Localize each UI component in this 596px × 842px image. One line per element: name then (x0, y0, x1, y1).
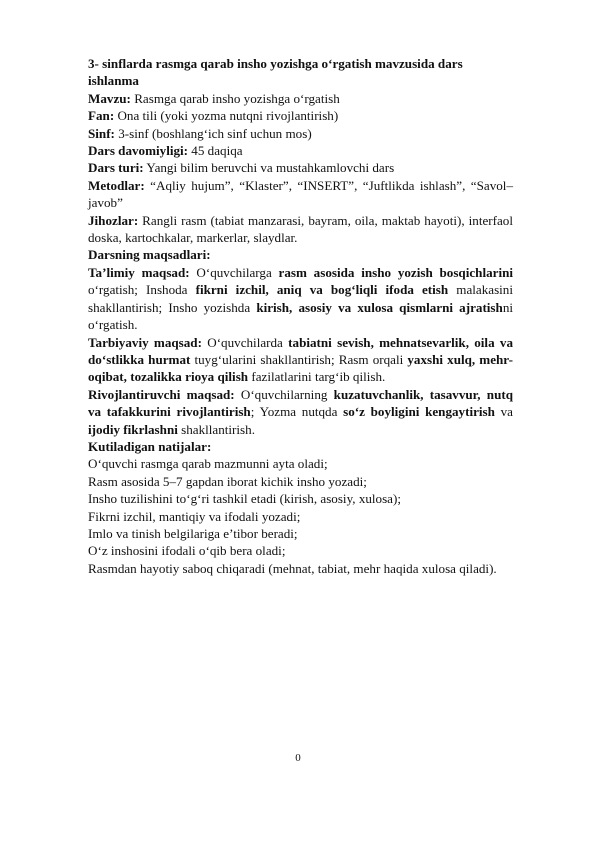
meta-duration (88, 142, 513, 159)
meta-topic (88, 90, 513, 107)
result-item: Fikrni izchil, mantiqiy va ifodali yozadi; (88, 508, 301, 524)
meta-lesson-type (88, 159, 513, 176)
goal-developmental: Rivojlantiruvchi maqsad: O‘quvchilarning kuzatuvchanlik, tasavvur, nutq va tafakkurini rivojlantirish; Yozma nutqda so‘z boyligini kengaytirish va ijodiy fikrlashni shakllantirish. (88, 386, 513, 437)
results-heading: Kutiladigan natijalar: (88, 438, 212, 454)
result-item: O‘quvchi rasmga qarab mazmunni ayta oladi; (88, 456, 328, 472)
result-item: Imlo va tinish belgilariga e’tibor beradi; (88, 525, 298, 541)
goal-upbringing: Tarbiyaviy maqsad: O‘quvchilarda tabiatni sevish, mehnatsevarlik, oila va do‘stlikka hurmat tuyg‘ularini shakllantirish; Rasm orqali yaxshi xulq, mehr-oqibat, tozalikka rioya qilish fazilatlarini targ‘ib qilish. (88, 334, 513, 385)
meta-label: Sinf: (88, 125, 115, 141)
meta-subject (88, 107, 513, 124)
meta-value: Ona tili (yoki yozma nutqni rivojlantirish) (114, 108, 339, 124)
result-item: Rasm asosida 5–7 gapdan iborat kichik insho yozadi; (88, 473, 367, 489)
meta-equipment (88, 212, 513, 247)
meta-value: Rasmga qarab insho yozishga o‘rgatish (130, 90, 340, 106)
meta-value: Rangli rasm (tabiat manzarasi, bayram, oila, maktab hayoti), interfaol doska, kartochkalar, markerlar, slaydlar. (88, 212, 513, 246)
meta-methods (88, 177, 513, 212)
result-item: Insho tuzilishini to‘g‘ri tashkil etadi (kirish, asosiy, xulosa); (88, 491, 401, 507)
meta-label: Dars davomiyligi: (88, 143, 189, 159)
result-item: Rasmdan hayotiy saboq chiqaradi (mehnat, tabiat, mehr haqida xulosa qiladi). (88, 560, 497, 576)
meta-label: Mavzu: (88, 90, 131, 106)
goals-heading: Darsning maqsadlari: (88, 247, 211, 263)
meta-value: Yangi bilim beruvchi va mustahkamlovchi dars (143, 160, 395, 176)
meta-label: Jihozlar: (88, 212, 139, 228)
meta-value: 3-sinf (boshlang‘ich sinf uchun mos) (114, 125, 312, 141)
meta-label: Dars turi: (88, 160, 144, 176)
document-title: 3- sinflarda rasmga qarab insho yozishga o‘rgatish mavzusida dars ishlanma (88, 56, 463, 89)
page-number: 0 (295, 752, 301, 764)
meta-label: Metodlar: (88, 177, 145, 193)
meta-label: Fan: (88, 108, 115, 124)
result-item: O‘z inshosini ifodali o‘qib bera oladi; (88, 543, 286, 559)
meta-value: “Aqliy hujum”, “Klaster”, “INSERT”, “Juftlikda ishlash”, “Savol–javob” (88, 177, 513, 211)
document-page (88, 55, 513, 577)
meta-grade (88, 125, 513, 142)
goal-educational: Ta’limiy maqsad: O‘quvchilarga rasm asosida insho yozish bosqichlarini o‘rgatish; Inshoda fikrni izchil, aniq va bog‘liqli ifoda etish malakasini shakllantirish; Insho yozishda kirish, asosiy va xulosa qismlarni ajratishni o‘rgatish. (88, 264, 514, 333)
meta-value: 45 daqiqa (188, 143, 243, 159)
